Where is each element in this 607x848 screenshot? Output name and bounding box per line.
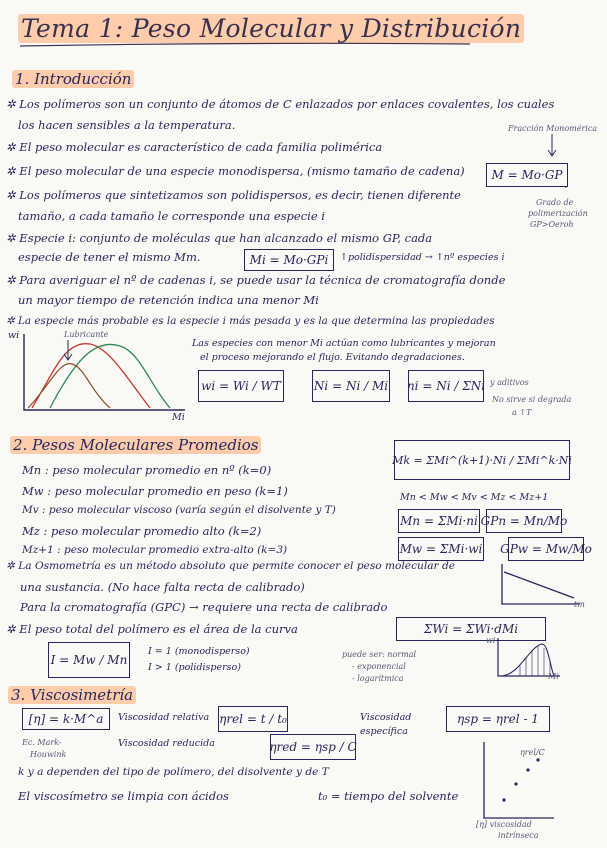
I-note-1: I = 1 (monodisperso) <box>148 646 250 657</box>
promedio-Mw: Mw : peso molecular promedio en peso (k=1) <box>22 484 288 498</box>
mini-graph-x: Mi <box>548 672 559 681</box>
formula-GPw-box: GPw = Mw/Mo <box>508 537 584 561</box>
dist-type-2: - exponencial <box>352 662 406 671</box>
intro-bullet-4b: tamaño, a cada tamaño le corresponde una especie i <box>18 209 325 223</box>
osmometria-3: Para la cromatografía (GPC) → requiere una recta de calibrado <box>20 600 388 614</box>
calibration-graph <box>494 562 584 612</box>
promedio-Mz1: Mz+1 : peso molecular promedio extra-alto (k=3) <box>22 544 288 556</box>
visc-relativa-label: Viscosidad relativa <box>118 712 210 723</box>
line-viscosimetro: El viscosímetro se limpia con ácidos <box>18 789 229 803</box>
graph-y-label: wi <box>8 330 20 341</box>
promedio-Mz: Mz : peso molecular promedio alto (k=2) <box>22 524 262 538</box>
graph-note-1: Las especies con menor Mi actúan como lubricantes y mejoran <box>192 338 496 349</box>
formula-Mi-box: Mi = Mo·GPi <box>244 249 334 271</box>
intro-bullet-5b: especie de tener el mismo Mm. <box>18 250 201 264</box>
visco-graph-y: ηrel/C <box>520 748 545 757</box>
graph-lubricante: Lubricante <box>64 330 109 339</box>
promedio-Mn: Mn : peso molecular promedio en nº (k=0) <box>22 463 272 477</box>
formula-Mw-box: Mw = ΣMi·wi <box>398 537 484 561</box>
distribution-graph <box>10 330 190 430</box>
dist-type-3: - logarítmica <box>352 674 404 683</box>
section-promedios-heading: 2. Pesos Moleculares Promedios <box>10 436 261 454</box>
peso-total: ✲ El peso total del polímero es el área de la curva <box>6 622 298 636</box>
t0-label: t₀ = tiempo del solvente <box>318 789 459 803</box>
visco-graph <box>474 740 564 830</box>
formula-Mn-box: Mn = ΣMi·ni <box>398 509 480 533</box>
line-k-a: k y a dependen del tipo de polímero, del disolvente y de T <box>18 766 329 778</box>
formula-wi-box: wi = Wi / WT <box>198 370 284 402</box>
section-visco-heading: 3. Viscosimetría <box>8 686 136 704</box>
intro-bullet-3: ✲ El peso molecular de una especie monodispersa, (mismo tamaño de cadena) <box>6 164 465 178</box>
graph-x-label: Mi <box>172 412 185 423</box>
formula-M-box: M = Mo·GP <box>486 163 568 187</box>
intro-bullet-7: ✲ La especie más probable es la especie i más pesada y es la que determina las propiedades <box>6 315 495 327</box>
intro-bullet-2: ✲ El peso molecular es característico de cada familia polimérica <box>6 140 383 154</box>
osmometria-2: una sustancia. (No hace falta recta de calibrado) <box>20 580 305 594</box>
formula-rel-box: ηrel = t / t₀ <box>218 706 288 732</box>
mark-houwink-1: Ec. Mark- <box>22 738 62 747</box>
aditivos-3: a ↑T <box>512 408 532 417</box>
aditivos-1: y aditivos <box>490 378 529 387</box>
formula-eta-box: [η] = k·M^a <box>22 708 110 730</box>
graph-note-2: el proceso mejorando el flujo. Evitando degradaciones. <box>200 352 465 363</box>
formula-ni-box: ni = Ni / ΣNi <box>408 370 484 402</box>
intro-bullet-5: ✲ Especie i: conjunto de moléculas que han alcanzado el mismo GP, cada <box>6 231 433 245</box>
formula-GPn-box: GPn = Mn/Mo <box>486 509 562 533</box>
side-note-grado: Grado de <box>536 198 574 207</box>
formula-sp-box: ηsp = ηrel - 1 <box>446 706 550 732</box>
osmometria-1: ✲ La Osmometría es un método absoluto que permite conocer el peso molecular de <box>6 560 456 572</box>
side-note-gp: GP>Oeroh <box>530 220 574 229</box>
section-intro-heading: 1. Introducción <box>12 70 134 88</box>
polidispersidad-note: ↑polidispersidad → ↑nº especies i <box>340 252 505 263</box>
promedio-Mv: Mv : peso molecular viscoso (varía según el disolvente y T) <box>22 504 336 516</box>
formula-Mk-box: Mk = ΣMi^(k+1)·Ni / ΣMi^k·Ni <box>394 440 570 480</box>
page-title: Tema 1: Peso Molecular y Distribución <box>18 14 524 43</box>
calibration-tm: tm <box>574 600 585 609</box>
intro-bullet-1: ✲ Los polímeros son un conjunto de átomos de C enlazados por enlaces covalentes, los cuales <box>6 97 555 111</box>
visc-especifica-2: específica <box>360 726 408 737</box>
dist-type-1: puede ser: normal <box>342 650 417 659</box>
visco-graph-x2: intrínseca <box>498 831 539 840</box>
intro-bullet-6: ✲ Para averiguar el nº de cadenas i, se puede usar la técnica de cromatografía donde <box>6 273 506 287</box>
intro-bullet-6b: un mayor tiempo de retención indica una menor Mi <box>18 293 319 307</box>
intro-bullet-1b: los hacen sensibles a la temperatura. <box>18 118 236 132</box>
formula-sum-box: ΣWi = ΣWi·dMi <box>396 617 546 641</box>
inequality: Mn < Mw < Mv < Mz < Mz+1 <box>400 492 549 503</box>
mark-houwink-2: Houwink <box>30 750 67 759</box>
side-note-fraccion: Fracción Monomérica <box>508 124 598 133</box>
aditivos-2: No sirve si degrada <box>492 395 572 404</box>
visc-especifica-1: Viscosidad <box>360 712 412 723</box>
visc-reducida-label: Viscosidad reducida <box>118 738 215 749</box>
I-note-2: I > 1 (polidisperso) <box>148 662 241 673</box>
side-note-polim: polimerización <box>528 209 588 218</box>
mini-graph-y: wi <box>486 636 496 645</box>
formula-Ni-box: Ni = Ni / Mi <box>312 370 390 402</box>
formula-red-box: ηred = ηsp / C <box>270 734 356 760</box>
visco-graph-x1: [η] viscosidad <box>476 820 532 829</box>
intro-bullet-4: ✲ Los polímeros que sintetizamos son polidispersos, es decir, tienen diferente <box>6 188 461 202</box>
formula-I-box: I = Mw / Mn <box>48 642 130 678</box>
